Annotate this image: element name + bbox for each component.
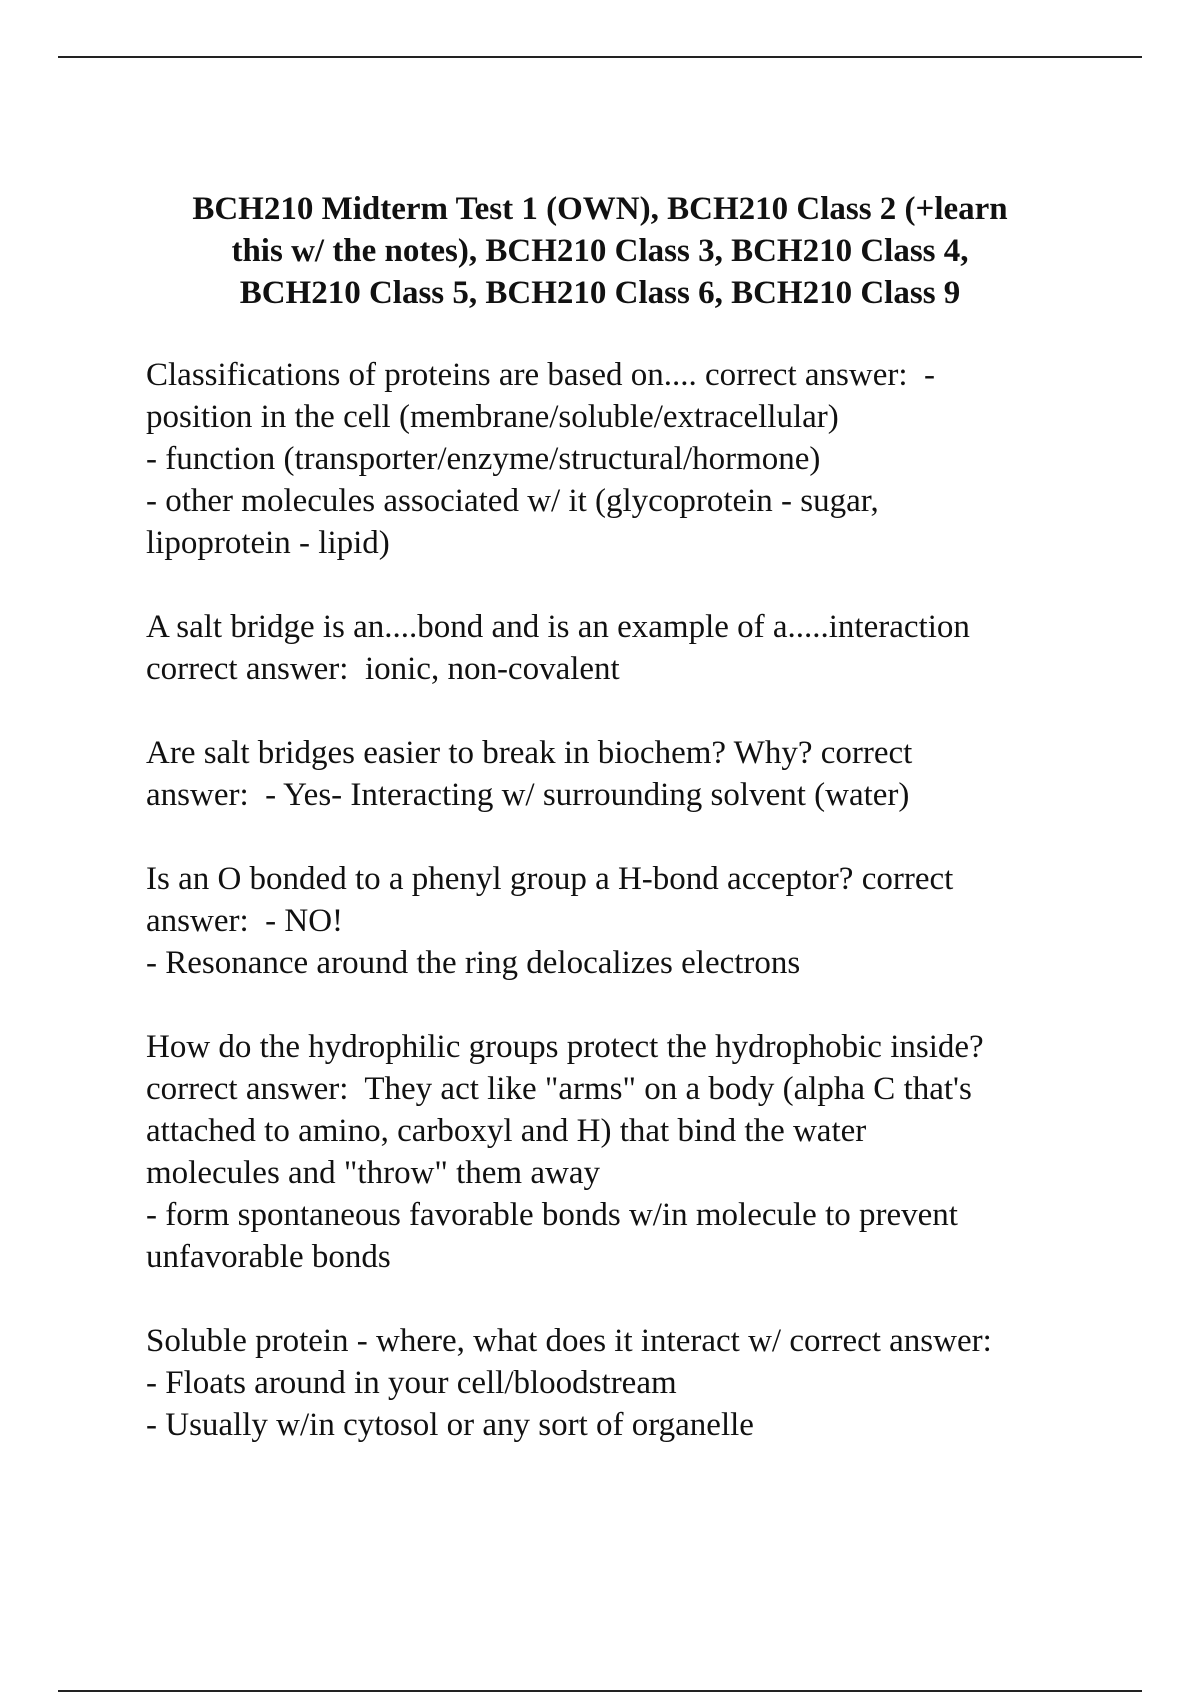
title-line: BCH210 Midterm Test 1 (OWN), BCH210 Class 2 (+learn <box>192 191 1008 227</box>
qa-entry-phenyl-h-bond <box>146 858 1146 984</box>
entry-line: correct answer: ionic, non-covalent <box>146 651 620 687</box>
title-line: BCH210 Class 5, BCH210 Class 6, BCH210 Class 9 <box>239 275 961 311</box>
entry-line: How do the hydrophilic groups protect the hydrophobic inside? <box>146 1029 984 1065</box>
title-line: this w/ the notes), BCH210 Class 3, BCH210 Class 4, <box>231 233 969 269</box>
entry-line: - Resonance around the ring delocalizes electrons <box>146 945 801 981</box>
entry-line: - other molecules associated w/ it (glycoprotein - sugar, <box>146 483 879 519</box>
top-divider <box>58 56 1142 58</box>
qa-entry-protein-classifications <box>146 354 1146 564</box>
entry-line: correct answer: They act like "arms" on a body (alpha C that's <box>146 1071 972 1107</box>
entry-line: Soluble protein - where, what does it interact w/ correct answer: <box>146 1323 992 1359</box>
entry-line: answer: - Yes- Interacting w/ surrounding solvent (water) <box>146 777 910 813</box>
document-title <box>150 188 1050 314</box>
entry-line: - Floats around in your cell/bloodstream <box>146 1365 677 1401</box>
entry-line: A salt bridge is an....bond and is an example of a.....interaction <box>146 609 970 645</box>
entry-line: lipoprotein - lipid) <box>146 525 390 561</box>
entry-line: unfavorable bonds <box>146 1239 391 1275</box>
qa-entry-soluble-protein <box>146 1320 1146 1446</box>
entry-line: - form spontaneous favorable bonds w/in molecule to prevent <box>146 1197 958 1233</box>
entry-line: - Usually w/in cytosol or any sort of organelle <box>146 1407 754 1443</box>
entry-line: attached to amino, carboxyl and H) that bind the water <box>146 1113 867 1149</box>
entry-line: Is an O bonded to a phenyl group a H-bond acceptor? correct <box>146 861 954 897</box>
document-body <box>146 354 1146 1488</box>
bottom-divider <box>58 1690 1142 1692</box>
entry-line: position in the cell (membrane/soluble/extracellular) <box>146 399 839 435</box>
qa-entry-salt-bridge <box>146 606 1146 690</box>
qa-entry-salt-bridge-biochem <box>146 732 1146 816</box>
entry-line: answer: - NO! <box>146 903 344 939</box>
entry-line: - function (transporter/enzyme/structural/hormone) <box>146 441 821 477</box>
entry-line: molecules and "throw" them away <box>146 1155 600 1191</box>
entry-line: Classifications of proteins are based on.... correct answer: - <box>146 357 935 393</box>
qa-entry-hydrophilic-groups <box>146 1026 1146 1278</box>
entry-line: Are salt bridges easier to break in biochem? Why? correct <box>146 735 913 771</box>
